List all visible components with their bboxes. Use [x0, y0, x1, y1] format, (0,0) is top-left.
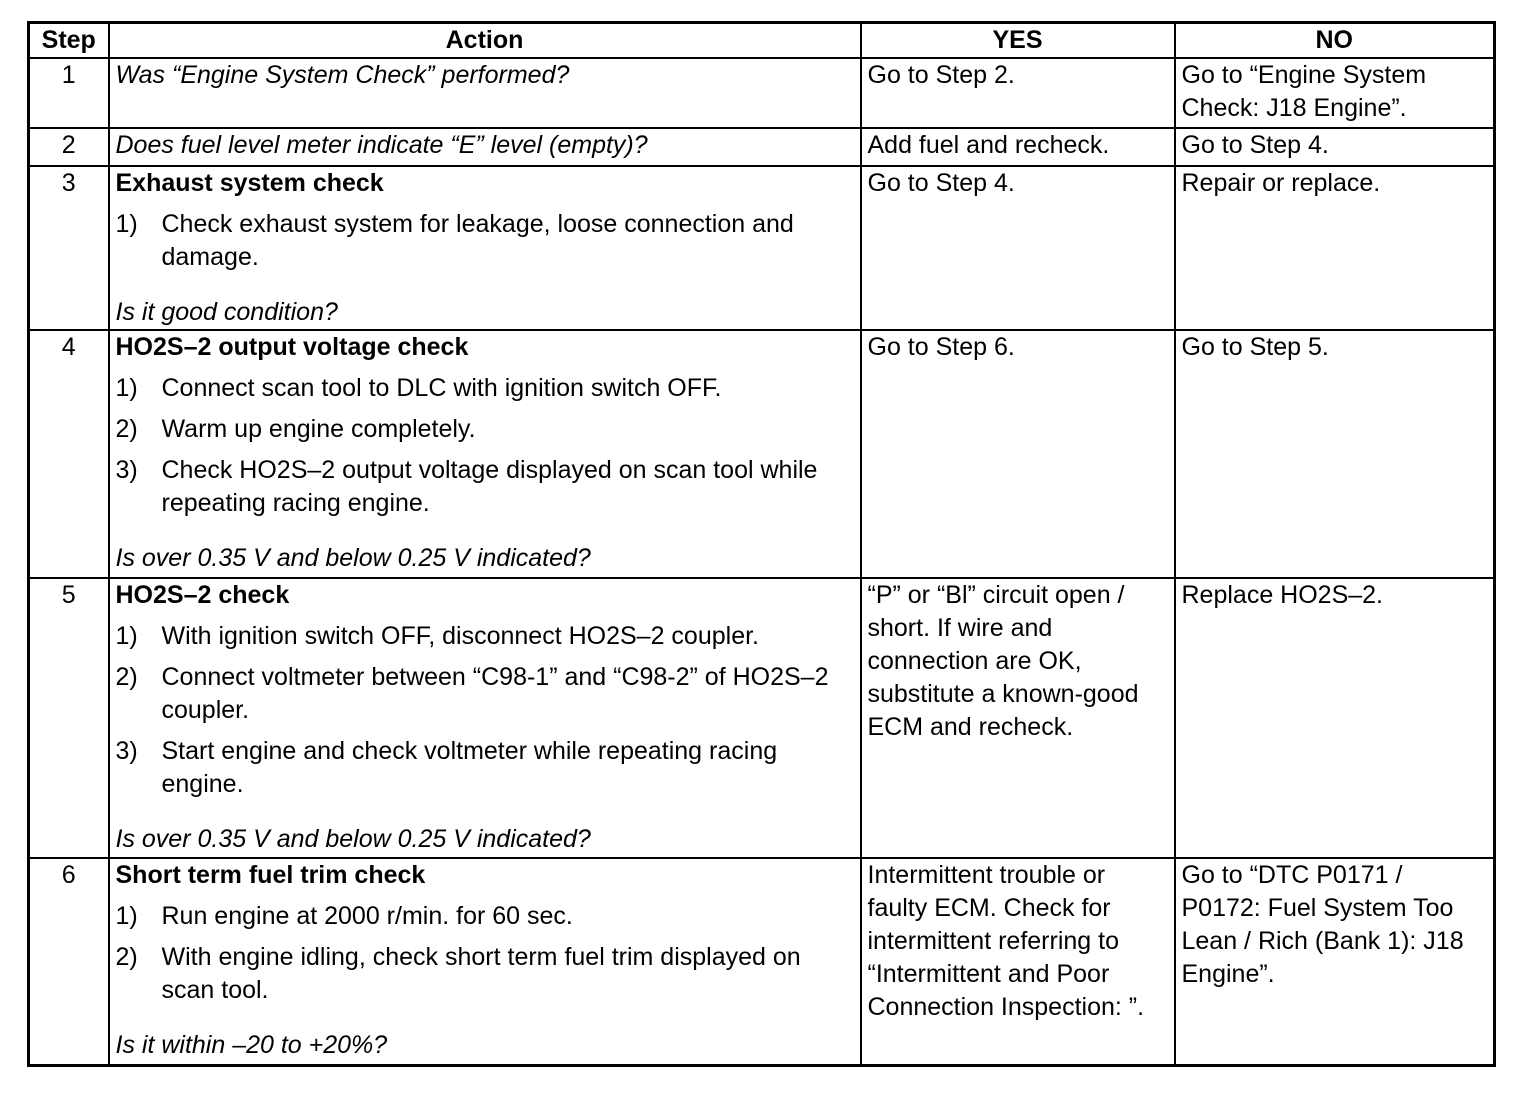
- list-item: [116, 208, 854, 274]
- question-text: Is over 0.35 V and below 0.25 V indicated?: [115, 825, 591, 853]
- list-item: [116, 941, 854, 1007]
- action-cell: [109, 578, 861, 858]
- item-number: 2): [115, 415, 138, 443]
- item-number: 3): [115, 456, 138, 484]
- action-cell: [109, 330, 861, 578]
- check-title: HO2S–2 check: [115, 581, 290, 609]
- no-cell: Go to “DTC P0171 / P0172: Fuel System Too Lean / Rich (Bank 1): J18 Engine”.: [1175, 858, 1495, 1066]
- yes-cell: Go to Step 2.: [861, 58, 1175, 128]
- check-title: Exhaust system check: [115, 169, 384, 197]
- header-row: [29, 23, 1495, 59]
- list-item: [116, 735, 854, 801]
- list-item: [116, 661, 854, 727]
- check-title: HO2S–2 output voltage check: [115, 333, 469, 361]
- action-cell: [109, 166, 861, 330]
- question-text: Was “Engine System Check” performed?: [115, 61, 570, 89]
- item-text: With ignition switch OFF, disconnect HO2S–2 coupler.: [161, 622, 759, 650]
- action-cell: [109, 858, 861, 1066]
- item-number: 2): [115, 943, 138, 971]
- header-step: Step: [29, 23, 109, 59]
- step-number: 1: [29, 58, 109, 128]
- item-text: Start engine and check voltmeter while repeating racing engine.: [161, 737, 778, 798]
- list-item: [116, 372, 854, 405]
- step-number: 2: [29, 128, 109, 166]
- check-title: Short term fuel trim check: [115, 861, 426, 889]
- action-cell: [109, 58, 861, 128]
- question-text: Is over 0.35 V and below 0.25 V indicated?: [115, 544, 591, 572]
- no-cell: Go to Step 5.: [1175, 330, 1495, 578]
- table-row: [29, 128, 1495, 166]
- yes-cell: “P” or “Bl” circuit open / short. If wire and connection are OK, substitute a known-good ECM and recheck.: [861, 578, 1175, 858]
- step-number: 3: [29, 166, 109, 330]
- question-text: Is it within –20 to +20%?: [115, 1031, 388, 1059]
- item-text: Check exhaust system for leakage, loose connection and damage.: [161, 210, 794, 271]
- table-row: [29, 330, 1495, 578]
- yes-cell: Intermittent trouble or faulty ECM. Check for intermittent referring to “Intermittent and Poor Connection Inspection: ”.: [861, 858, 1175, 1066]
- list-item: [116, 900, 854, 933]
- yes-cell: Go to Step 4.: [861, 166, 1175, 330]
- question-text: Does fuel level meter indicate “E” level (empty)?: [115, 131, 648, 159]
- yes-cell: Add fuel and recheck.: [861, 128, 1175, 166]
- step-number: 5: [29, 578, 109, 858]
- table-row: [29, 578, 1495, 858]
- header-yes: YES: [861, 23, 1175, 59]
- item-text: With engine idling, check short term fuel trim displayed on scan tool.: [161, 943, 801, 1004]
- item-text: Run engine at 2000 r/min. for 60 sec.: [161, 902, 573, 930]
- no-cell: Repair or replace.: [1175, 166, 1495, 330]
- item-text: Check HO2S–2 output voltage displayed on scan tool while repeating racing engine.: [161, 456, 818, 517]
- table-row: [29, 858, 1495, 1066]
- no-cell: Go to “Engine System Check: J18 Engine”.: [1175, 58, 1495, 128]
- step-number: 4: [29, 330, 109, 578]
- header-action: Action: [109, 23, 861, 59]
- item-number: 1): [115, 210, 138, 238]
- item-text: Connect scan tool to DLC with ignition switch OFF.: [161, 374, 722, 402]
- item-number: 3): [115, 737, 138, 765]
- action-cell: [109, 128, 861, 166]
- item-text: Connect voltmeter between “C98-1” and “C98-2” of HO2S–2 coupler.: [161, 663, 829, 724]
- diagnostic-table: [27, 21, 1496, 1067]
- item-text: Warm up engine completely.: [161, 415, 476, 443]
- list-item: [116, 620, 854, 653]
- item-number: 1): [115, 374, 138, 402]
- no-cell: Replace HO2S–2.: [1175, 578, 1495, 858]
- no-cell: Go to Step 4.: [1175, 128, 1495, 166]
- list-item: [116, 413, 854, 446]
- question-text: Is it good condition?: [115, 298, 338, 326]
- table-row: [29, 58, 1495, 128]
- yes-cell: Go to Step 6.: [861, 330, 1175, 578]
- list-item: [116, 454, 854, 520]
- item-number: 1): [115, 902, 138, 930]
- header-no: NO: [1175, 23, 1495, 59]
- table-row: [29, 166, 1495, 330]
- item-number: 1): [115, 622, 138, 650]
- item-number: 2): [115, 663, 138, 691]
- step-number: 6: [29, 858, 109, 1066]
